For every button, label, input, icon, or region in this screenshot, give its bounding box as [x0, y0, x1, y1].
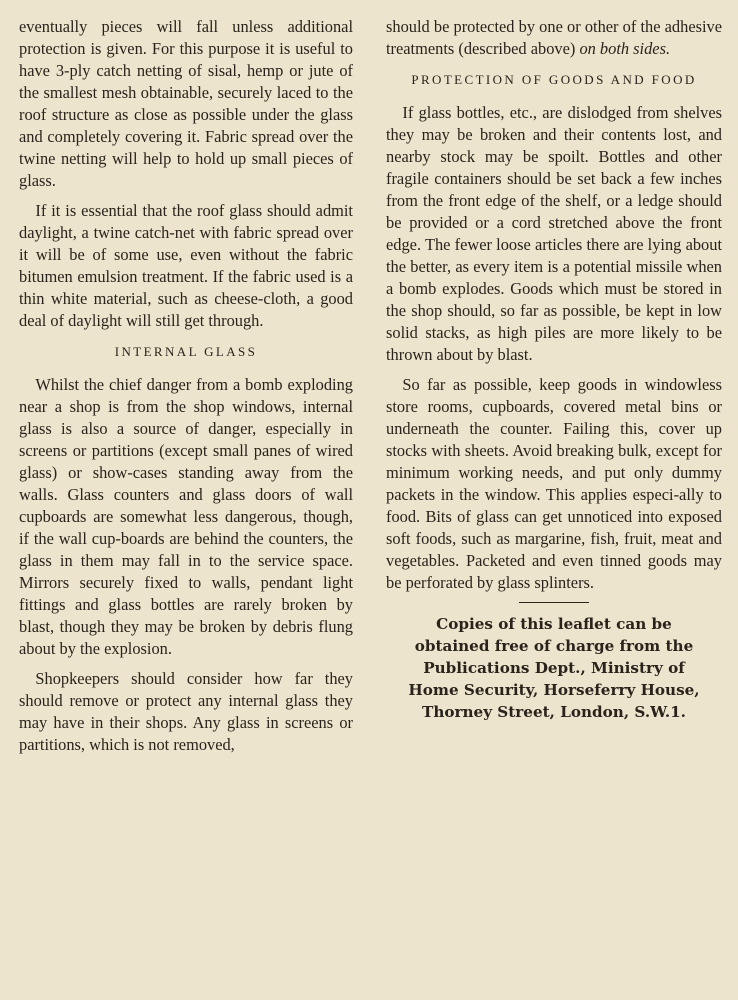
paragraph-shopkeepers: Shopkeepers should consider how far they should remove or protect any internal glass they may have in their shops. Any glass in screens or partitions, which is not removed, — [19, 669, 353, 754]
notice-line: obtained free of charge from the — [414, 637, 694, 655]
heading-internal-glass: INTERNAL GLASS — [114, 344, 258, 359]
right-column — [386, 16, 722, 723]
notice-line: Copies of this leaflet can be — [436, 615, 672, 633]
left-column — [19, 16, 353, 764]
paragraph-catch-netting: eventually pieces will fall unless additional protection is given. For this purpose it is useful to have 3-ply catch netting of sisal, hemp or jute of the smallest mesh obtainable, securely laced to the roof structure as close as possible under the glass and completely covering it. Fabric spread over the twine netting will help to hold up small pieces of glass. — [19, 17, 353, 190]
paragraph-internal-glass: Whilst the chief danger from a bomb exploding near a shop is from the shop windows, internal glass is also a source of danger, especially in screens or partitions (except small panes of wired glass) or show-cases standing away from the walls. Glass counters and glass doors of wall cupboards are somewhat less dangerous, though, if the wall cup-boards are behind the counters, the glass in them may fall in to the service space. Mirrors securely fixed to walls, pendant light fittings and glass bottles are rarely broken by blast, though they may be broken by debris flung about by the explosion. — [19, 375, 353, 658]
copies-notice — [386, 613, 722, 723]
heading-protection-of-goods: PROTECTION OF GOODS AND FOOD — [411, 72, 697, 87]
paragraph-store-goods: So far as possible, keep goods in windowless store rooms, cupboards, covered metal bins or underneath the counter. Failing this, cover up stocks with sheets. Avoid breaking bulk, except for minimum working needs, and put only dummy packets in the window. This applies especi-ally to food. Bits of glass can get unnoticed into exposed soft foods, such as margarine, fish, fruit, meat and vegetables. Packeted and even tinned goods may be perforated by glass splinters. — [386, 375, 722, 592]
notice-line: Home Security, Horseferry House, — [408, 681, 700, 699]
paragraph-adhesive-treatments — [386, 16, 722, 60]
adhesive-text: should be protected by one or other of the adhesive treatments (described above) — [386, 17, 722, 58]
notice-line: Publications Dept., Ministry of — [423, 659, 685, 677]
divider-rule — [519, 602, 589, 603]
adhesive-emphasis: on both sides. — [579, 39, 671, 58]
paragraph-roof-glass-daylight: If it is essential that the roof glass should admit daylight, a twine catch-net with fabric spread over it will be of some use, even without the fabric bitumen emulsion treatment. If the fabric used is a thin white material, such as cheese-cloth, a good deal of daylight will still get through. — [19, 201, 353, 330]
paragraph-glass-bottles: If glass bottles, etc., are dislodged from shelves they may be broken and their contents lost, and nearby stock may be spoilt. Bottles and other fragile containers should be set back a few inches from the front edge of the shelf, or a ledge should be provided or a cord stretched above the front edge. The fewer loose articles there are lying about the better, as every item is a potential missile when a bomb explodes. Goods which must be stored in the shop should, so far as possible, be kept in low solid stacks, as high piles are more likely to be thrown about by blast. — [386, 103, 722, 364]
notice-line: Thorney Street, London, S.W.1. — [422, 703, 686, 721]
